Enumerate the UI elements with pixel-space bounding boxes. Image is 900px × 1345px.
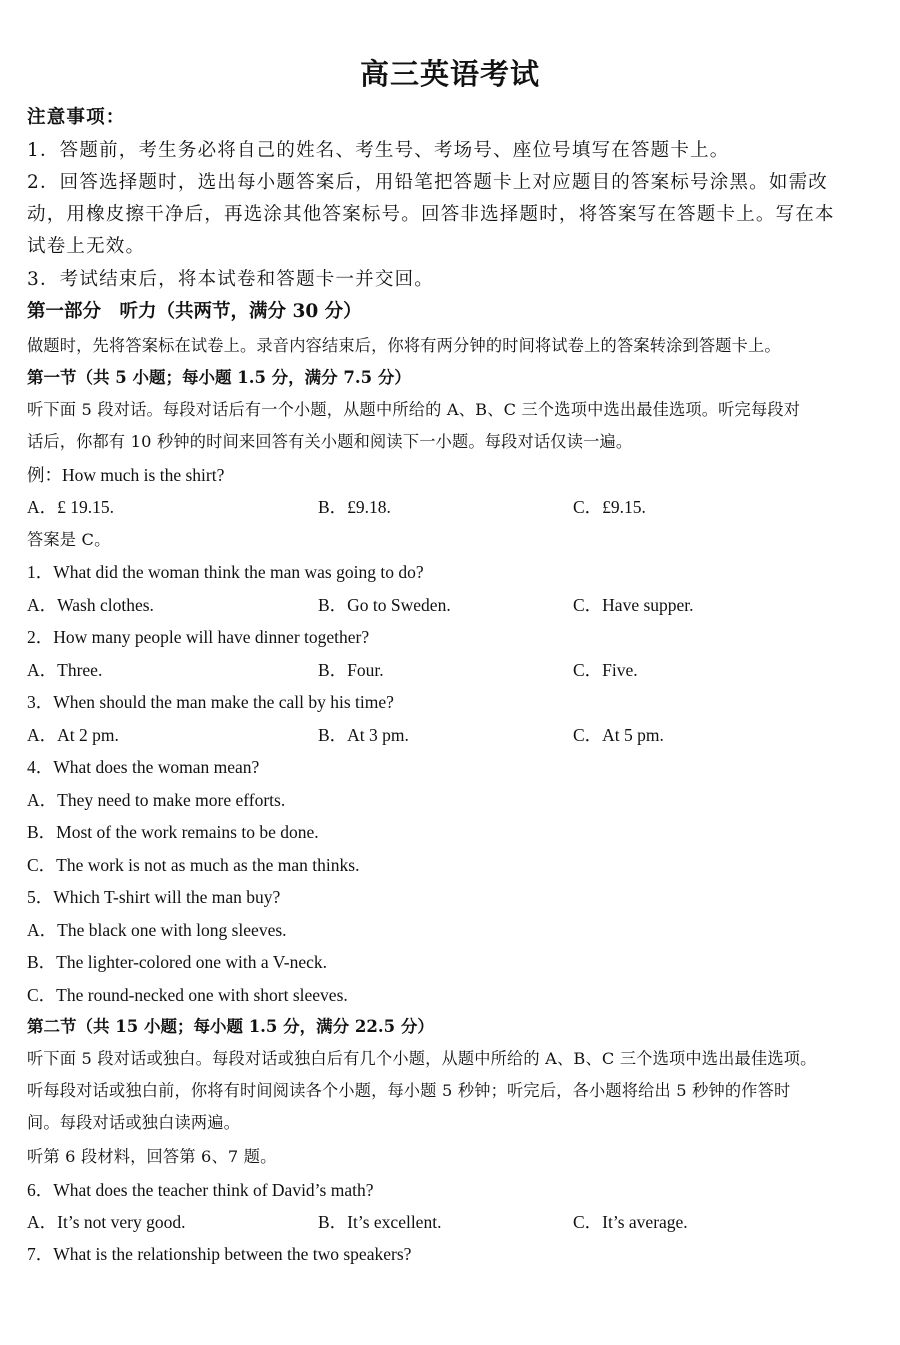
q2-option-c: C．Five. [573, 660, 638, 680]
section1-instruction-line-2: 话后，你都有 10 秒钟的时间来回答有关小题和阅读下一小题。每段对话仅读一遍。 [27, 432, 633, 451]
q6-option-a: A．It’s not very good. [27, 1212, 186, 1232]
example-question: 例：How much is the shirt? [27, 465, 225, 485]
example-option-b: B．£9.18. [318, 497, 391, 517]
exam-title: 高三英语考试 [359, 57, 540, 91]
q5-option-b: B．The lighter-colored one with a V-neck. [27, 952, 327, 972]
notice-item-2-line-2: 动，用橡皮擦干净后，再选涂其他答案标号。回答非选择题时，将答案写在答题卡上。写在本 [27, 204, 835, 225]
q6-option-c: C．It’s average. [573, 1212, 688, 1232]
q1-option-c: C．Have supper. [573, 595, 694, 615]
section1-heading: 第一节（共 5 小题；每小题 1.5 分，满分 7.5 分） [27, 368, 411, 387]
q3-option-a: A．At 2 pm. [27, 725, 119, 745]
notice-item-2-line-3: 试卷上无效。 [27, 236, 146, 257]
question-1: 1．What did the woman think the man was going to do? [27, 562, 424, 582]
q5-option-a: A．The black one with long sleeves. [27, 920, 287, 940]
q4-option-a: A．They need to make more efforts. [27, 790, 286, 810]
question-3: 3．When should the man make the call by his time? [27, 692, 394, 712]
question-6: 6．What does the teacher think of David’s math? [27, 1180, 374, 1200]
part1-instruction: 做题时，先将答案标在试卷上。录音内容结束后，你将有两分钟的时间将试卷上的答案转涂到答题卡上。 [27, 336, 781, 355]
notice-heading: 注意事项： [27, 107, 126, 128]
example-option-a: A．£ 19.15. [27, 497, 115, 517]
q4-option-b: B．Most of the work remains to be done. [27, 822, 319, 842]
question-4: 4．What does the woman mean? [27, 757, 260, 777]
question-7: 7．What is the relationship between the two speakers? [27, 1244, 412, 1264]
section2-instruction-line-1: 听下面 5 段对话或独白。每段对话或独白后有几个小题，从题中所给的 A、B、C 三个选项中选出最佳选项。 [27, 1049, 817, 1068]
q1-option-a: A．Wash clothes. [27, 595, 154, 615]
section1-instruction-line-1: 听下面 5 段对话。每段对话后有一个小题，从题中所给的 A、B、C 三个选项中选出最佳选项。听完每段对 [27, 400, 801, 419]
question-5: 5．Which T-shirt will the man buy? [27, 887, 281, 907]
material-6-label: 听第 6 段材料，回答第 6、7 题。 [27, 1147, 277, 1166]
q2-option-a: A．Three. [27, 660, 103, 680]
q3-option-c: C．At 5 pm. [573, 725, 664, 745]
q2-option-b: B．Four. [318, 660, 384, 680]
notice-item-2-line-1: 2．回答选择题时，选出每小题答案后，用铅笔把答题卡上对应题目的答案标号涂黑。如需改 [27, 172, 828, 193]
notice-item-1: 1．答题前，考生务必将自己的姓名、考生号、考场号、座位号填写在答题卡上。 [27, 140, 730, 161]
example-answer: 答案是 C。 [27, 530, 111, 549]
q1-option-b: B．Go to Sweden. [318, 595, 451, 615]
q3-option-b: B．At 3 pm. [318, 725, 409, 745]
q5-option-c: C．The round-necked one with short sleeves. [27, 985, 348, 1005]
section2-instruction-line-2: 听每段对话或独白前，你将有时间阅读各个小题，每小题 5 秒钟；听完后，各小题将给出 5 秒钟的作答时 [27, 1081, 791, 1100]
example-option-c: C．£9.15. [573, 497, 646, 517]
q4-option-c: C．The work is not as much as the man thinks. [27, 855, 360, 875]
notice-item-3: 3．考试结束后，将本试卷和答题卡一并交回。 [27, 269, 434, 290]
section2-heading: 第二节（共 15 小题；每小题 1.5 分，满分 22.5 分） [27, 1017, 434, 1036]
q6-option-b: B．It’s excellent. [318, 1212, 442, 1232]
question-2: 2．How many people will have dinner together? [27, 627, 370, 647]
section2-instruction-line-3: 间。每段对话或独白读两遍。 [27, 1113, 241, 1132]
part1-heading: 第一部分 听力（共两节，满分 30 分） [27, 301, 362, 322]
